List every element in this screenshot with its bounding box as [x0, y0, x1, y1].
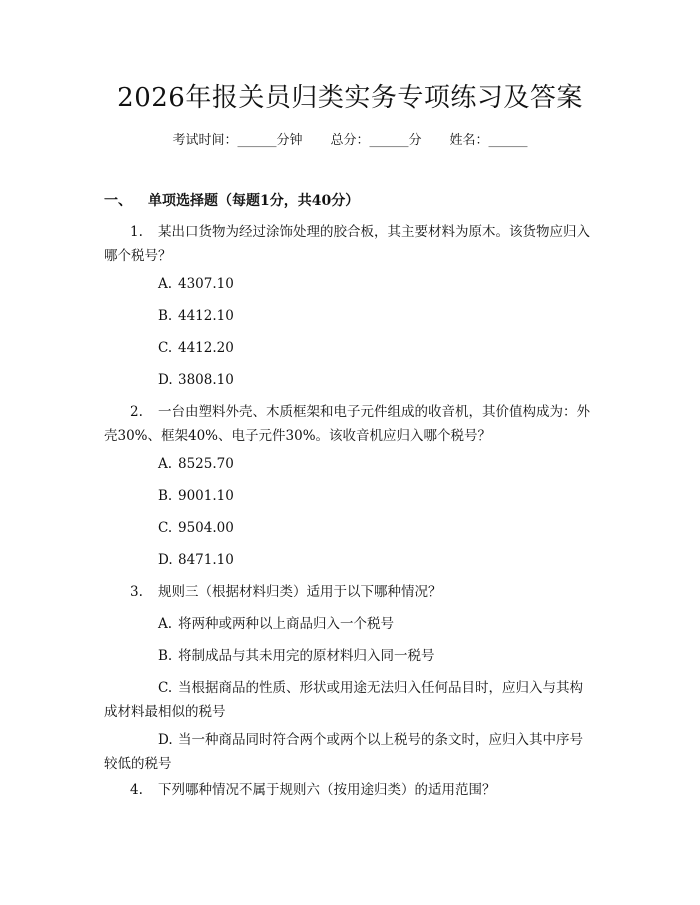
- question-1-option-d: [158, 370, 234, 390]
- option-letter: C.: [158, 340, 173, 356]
- option-text: 8525.70: [178, 456, 234, 472]
- option-letter: D.: [158, 732, 173, 748]
- option-text-cont: 较低的税号: [104, 756, 172, 772]
- option-text: 9001.10: [178, 488, 234, 504]
- option-text-cont: 成材料最相似的税号: [104, 704, 226, 720]
- option-text: 9504.00: [178, 520, 234, 536]
- question-1-option-c: [158, 338, 234, 358]
- option-text: 当根据商品的性质、形状或用途无法归入任何品目时，应归入与其构: [178, 680, 583, 696]
- question-text: 一台由塑料外壳、木质框架和电子元件组成的收音机，其价值构成为：外: [158, 404, 590, 420]
- option-text: 当一种商品同时符合两个或两个以上税号的条文时，应归入其中序号: [178, 732, 583, 748]
- question-1: [104, 220, 600, 268]
- option-letter: C.: [158, 680, 173, 696]
- question-number: 4.: [130, 782, 143, 798]
- question-text-cont: 哪个税号？: [104, 248, 172, 264]
- question-2-option-c: [158, 518, 234, 538]
- page-title: 2026年报关员归类实务专项练习及答案: [117, 83, 583, 113]
- name-field: 姓名：______: [449, 133, 528, 148]
- option-letter: A.: [158, 276, 173, 292]
- section-title: 单项选择题（每题1分，共40分）: [148, 193, 360, 209]
- option-text: 8471.10: [178, 552, 234, 568]
- question-2-option-a: [158, 454, 234, 474]
- option-letter: B.: [158, 488, 173, 504]
- question-3-option-c: [104, 676, 600, 724]
- section-number: 一、: [104, 193, 132, 209]
- option-text: 将制成品与其未用完的原材料归入同一税号: [178, 648, 435, 664]
- question-1-option-b: [158, 306, 234, 326]
- question-2-option-b: [158, 486, 234, 506]
- question-number: 1.: [130, 224, 143, 240]
- question-2: [104, 400, 600, 448]
- question-number: 3.: [130, 584, 143, 600]
- option-text: 4307.10: [178, 276, 234, 292]
- option-text: 3808.10: [178, 372, 234, 388]
- option-letter: A.: [158, 456, 173, 472]
- question-text: 某出口货物为经过涂饰处理的胶合板，其主要材料为原木。该货物应归入: [158, 224, 590, 240]
- question-3-option-d: [104, 728, 600, 776]
- option-letter: D.: [158, 552, 173, 568]
- question-text: 下列哪种情况不属于规则六（按用途归类）的适用范围？: [158, 782, 496, 798]
- question-3-option-a: [158, 614, 394, 634]
- option-letter: B.: [158, 308, 173, 324]
- question-number: 2.: [130, 404, 143, 420]
- option-letter: D.: [158, 372, 173, 388]
- section-heading: [104, 191, 359, 211]
- option-text: 将两种或两种以上商品归入一个税号: [178, 616, 394, 632]
- option-letter: A.: [158, 616, 173, 632]
- question-1-option-a: [158, 274, 234, 294]
- question-text-cont: 壳30%、框架40%、电子元件30%。该收音机应归入哪个税号？: [104, 428, 492, 444]
- option-letter: C.: [158, 520, 173, 536]
- total-score-field: 总分：______分: [330, 133, 422, 148]
- option-text: 4412.20: [178, 340, 234, 356]
- question-text: 规则三（根据材料归类）适用于以下哪种情况？: [158, 584, 442, 600]
- question-4: [104, 778, 600, 802]
- question-3-option-b: [158, 646, 435, 666]
- option-letter: B.: [158, 648, 173, 664]
- question-3: [104, 580, 600, 604]
- question-2-option-d: [158, 550, 234, 570]
- exam-meta: [0, 131, 700, 151]
- option-text: 4412.10: [178, 308, 234, 324]
- exam-time-field: 考试时间：______分钟: [172, 133, 303, 148]
